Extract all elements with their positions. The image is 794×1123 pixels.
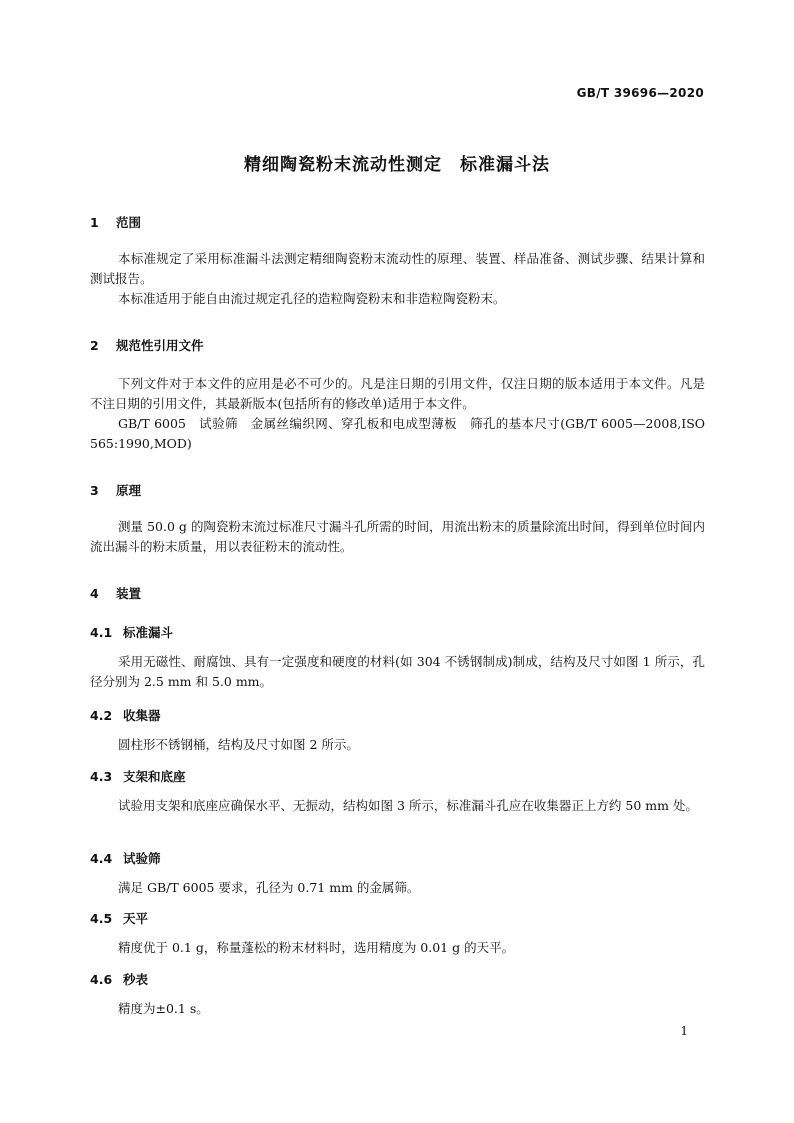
section-number: 4.5 [90, 911, 113, 926]
section-title: 支架和底座 [123, 769, 186, 784]
section-4-1-paragraph: 采用无磁性、耐腐蚀、具有一定强度和硬度的材料(如 304 不锈钢制成)制成，结构及尺寸如图 1 所示，孔径分别为 2.5 mm 和 5.0 mm。 [90, 654, 705, 689]
page-number: 1 [680, 1024, 688, 1038]
section-2-heading [90, 336, 204, 354]
section-number: 4.6 [90, 972, 113, 987]
section-title: 标准漏斗 [123, 625, 174, 640]
section-number: 4.4 [90, 851, 113, 866]
section-number: 4 [90, 586, 99, 601]
standard-number: GB/T 39696—2020 [576, 86, 704, 100]
section-4-5-heading [90, 909, 148, 927]
section-title: 规范性引用文件 [116, 338, 204, 353]
section-number: 4.1 [90, 625, 113, 640]
section-number: 2 [90, 338, 99, 353]
section-1-paragraph-2: 本标准适用于能自由流过规定孔径的造粒陶瓷粉末和非造粒陶瓷粉末。 [118, 291, 506, 306]
section-4-6-heading [90, 970, 148, 988]
section-title: 天平 [123, 911, 149, 926]
section-4-5-paragraph: 精度优于 0.1 g，称量蓬松的粉末材料时，选用精度为 0.01 g 的天平。 [118, 940, 515, 955]
section-number: 1 [90, 215, 99, 230]
section-2-paragraph-1: 下列文件对于本文件的应用是必不可少的。凡是注日期的引用文件，仅注日期的版本适用于本文件。凡是不注日期的引用文件，其最新版本(包括所有的修改单)适用于本文件。 [90, 376, 705, 411]
section-3-heading [90, 481, 141, 499]
section-title: 秒表 [123, 972, 149, 987]
section-1-heading [90, 213, 141, 231]
section-4-heading [90, 584, 141, 602]
section-title: 收集器 [123, 708, 161, 723]
section-title: 范围 [116, 215, 142, 230]
section-number: 3 [90, 483, 99, 498]
section-4-6-paragraph: 精度为±0.1 s。 [118, 1001, 209, 1016]
section-1-paragraph-1: 本标准规定了采用标准漏斗法测定精细陶瓷粉末流动性的原理、装置、样品准备、测试步骤、结果计算和测试报告。 [90, 251, 705, 286]
section-4-2-heading [90, 706, 161, 724]
section-4-2-paragraph: 圆柱形不锈钢桶，结构及尺寸如图 2 所示。 [118, 737, 359, 752]
section-4-1-heading [90, 623, 173, 641]
section-4-3-paragraph: 试验用支架和底座应确保水平、无振动，结构如图 3 所示，标准漏斗孔应在收集器正上方约 50 mm 处。 [118, 798, 698, 813]
section-title: 原理 [116, 483, 142, 498]
section-4-4-paragraph: 满足 GB/T 6005 要求，孔径为 0.71 mm 的金属筛。 [118, 880, 420, 895]
section-3-paragraph-1: 测量 50.0 g 的陶瓷粉末流过标准尺寸漏斗孔所需的时间，用流出粉末的质量除流出时间，得到单位时间内流出漏斗的粉末质量，用以表征粉末的流动性。 [90, 519, 705, 554]
section-number: 4.2 [90, 708, 113, 723]
section-4-3-heading [90, 767, 186, 785]
section-number: 4.3 [90, 769, 113, 784]
section-4-4-heading [90, 849, 161, 867]
section-title: 试验筛 [123, 851, 161, 866]
section-2-reference-item: GB/T 6005 试验筛 金属丝编织网、穿孔板和电成型薄板 筛孔的基本尺寸(GB/T 6005—2008,ISO 565:1990,MOD) [90, 416, 705, 451]
section-title: 装置 [116, 586, 142, 601]
document-title: 精细陶瓷粉末流动性测定 标准漏斗法 [244, 155, 550, 175]
